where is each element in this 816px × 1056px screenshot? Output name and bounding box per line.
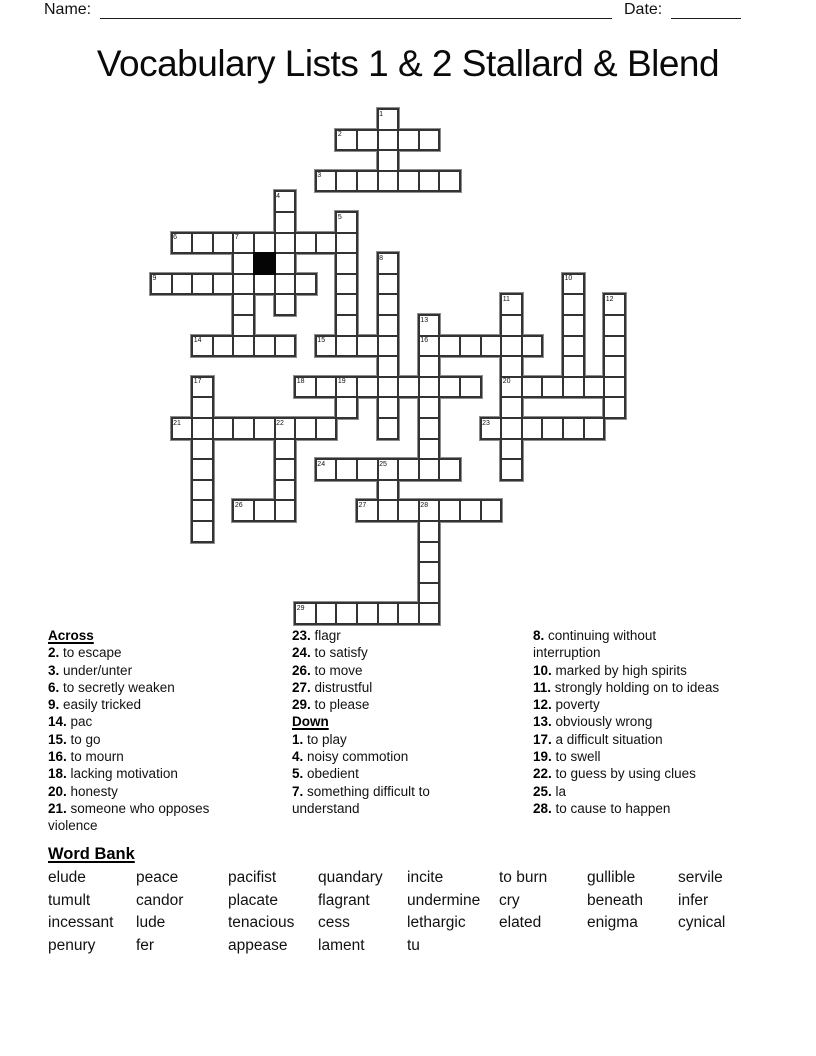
crossword-cell[interactable] <box>377 129 400 152</box>
down-header: Down <box>292 714 329 730</box>
crossword-cell[interactable] <box>274 335 297 358</box>
crossword-cell[interactable] <box>583 417 606 440</box>
cell-number-21: 21 <box>173 419 181 427</box>
cell-number-7: 7 <box>234 234 239 242</box>
crossword-cell[interactable] <box>418 602 441 625</box>
crossword-cell[interactable] <box>253 417 276 440</box>
crossword-cell[interactable] <box>191 273 214 296</box>
crossword-cell[interactable] <box>356 376 379 399</box>
crossword-cell[interactable] <box>356 602 379 625</box>
crossword-cell[interactable] <box>232 314 255 337</box>
clue-across-6: 6. to secretly weaken <box>48 679 175 695</box>
word-bank-item: candor <box>136 891 184 909</box>
crossword-cell[interactable] <box>500 355 523 378</box>
word-bank-item: tumult <box>48 891 91 909</box>
crossword-cell[interactable] <box>500 438 523 461</box>
crossword-cell[interactable] <box>480 335 503 358</box>
word-bank-item: tenacious <box>228 914 295 931</box>
crossword-cell[interactable] <box>562 314 585 337</box>
word-bank-header: Word Bank <box>48 845 135 863</box>
word-bank-item: penury <box>48 936 96 954</box>
word-bank-item: elated <box>499 914 542 931</box>
crossword-cell[interactable] <box>377 479 400 502</box>
crossword-cell[interactable] <box>603 314 626 337</box>
crossword-cell[interactable] <box>335 335 358 358</box>
clue-across-26: 26. to move <box>292 662 363 678</box>
crossword-cell[interactable] <box>397 170 420 193</box>
crossword-cell[interactable] <box>397 129 420 152</box>
across-header: Across <box>48 628 94 643</box>
crossword-cell[interactable] <box>583 376 606 399</box>
crossword-cell[interactable] <box>438 499 461 522</box>
crossword-cell[interactable] <box>418 520 441 543</box>
cell-number-17: 17 <box>193 378 202 386</box>
clue-across-15: 15. to go <box>48 731 101 747</box>
crossword-cell[interactable] <box>274 499 297 522</box>
clue-down-28: 28. to cause to happen <box>533 800 671 816</box>
word-bank-item: tu <box>407 936 420 954</box>
word-bank-item: undermine <box>407 891 481 909</box>
crossword-cell[interactable] <box>500 417 523 440</box>
word-bank-item: incite <box>407 869 444 886</box>
crossword-cell[interactable] <box>377 149 400 172</box>
clue-down-25: 25. la <box>533 783 567 799</box>
clue-down-8: 8. continuing without <box>533 628 657 643</box>
crossword-cell[interactable] <box>191 520 214 543</box>
clue-down-4: 4. noisy commotion <box>292 749 409 765</box>
crossword-cell[interactable] <box>335 293 358 316</box>
cell-number-5: 5 <box>337 213 342 221</box>
word-bank-item: cry <box>499 891 520 909</box>
crossword-cell[interactable] <box>459 376 482 399</box>
crossword-cell[interactable] <box>232 252 255 275</box>
crossword-black-cell <box>253 252 276 275</box>
clue-across-18: 18. lacking motivation <box>48 766 178 782</box>
clue-column-2 <box>292 627 430 817</box>
crossword-cell[interactable] <box>356 458 379 481</box>
word-bank-item: servile <box>678 869 723 886</box>
clue-across-23: 23. flagr <box>292 628 341 643</box>
crossword-cell[interactable] <box>377 170 400 193</box>
crossword-cell[interactable] <box>171 273 194 296</box>
crossword-cell[interactable] <box>212 417 235 440</box>
crossword-cell[interactable] <box>500 458 523 481</box>
crossword-cell[interactable] <box>377 355 400 378</box>
crossword-cell[interactable] <box>335 170 358 193</box>
cell-number-12: 12 <box>605 295 614 303</box>
crossword-cell[interactable] <box>335 314 358 337</box>
cell-number-13: 13 <box>420 316 429 324</box>
cell-number-16: 16 <box>420 337 429 345</box>
crossword-cell[interactable] <box>377 335 400 358</box>
crossword-cell[interactable] <box>274 479 297 502</box>
clue-down-10: 10. marked by high spirits <box>533 662 687 678</box>
clue-across-16: 16. to mourn <box>48 749 124 765</box>
crossword-cell[interactable] <box>603 396 626 419</box>
cell-number-6: 6 <box>173 234 177 242</box>
crossword-cell[interactable] <box>418 170 441 193</box>
crossword-cell[interactable] <box>438 335 461 358</box>
word-bank-item: to burn <box>499 869 548 886</box>
crossword-cell[interactable] <box>438 170 461 193</box>
crossword-cell[interactable] <box>459 335 482 358</box>
cell-number-27: 27 <box>358 501 367 509</box>
crossword-cell[interactable] <box>377 602 400 625</box>
crossword-cell[interactable] <box>274 252 297 275</box>
crossword-cell[interactable] <box>335 232 358 255</box>
crossword-cell[interactable] <box>274 293 297 316</box>
crossword-cell[interactable] <box>562 376 585 399</box>
crossword-cell[interactable] <box>356 129 379 152</box>
crossword-cell[interactable] <box>315 417 338 440</box>
crossword-cell[interactable] <box>335 458 358 481</box>
crossword-cell[interactable] <box>377 499 400 522</box>
word-bank-item: pacifist <box>228 869 277 886</box>
crossword-cell[interactable] <box>418 561 441 584</box>
clue-down-22: 22. to guess by using clues <box>533 766 696 782</box>
clue-across-24: 24. to satisfy <box>292 645 368 661</box>
clue-down-8-cont: interruption <box>533 645 601 661</box>
crossword-cell[interactable] <box>294 273 317 296</box>
crossword-cell[interactable] <box>418 355 441 378</box>
word-bank-item: incessant <box>48 914 114 931</box>
clue-down-11: 11. strongly holding on to ideas <box>533 679 720 695</box>
clue-across-3: 3. under/unter <box>48 662 133 678</box>
clue-across-2: 2. to escape <box>48 645 122 661</box>
cell-number-25: 25 <box>379 460 387 468</box>
crossword-cell[interactable] <box>274 273 297 296</box>
crossword-cell[interactable] <box>315 602 338 625</box>
clue-across-9: 9. easily tricked <box>48 697 142 713</box>
cell-number-11: 11 <box>502 295 510 303</box>
crossword-cell[interactable] <box>274 211 297 234</box>
crossword-cell[interactable] <box>294 417 317 440</box>
crossword-cell[interactable] <box>212 335 235 358</box>
crossword-cell[interactable] <box>397 458 420 481</box>
word-bank-item: lethargic <box>407 914 466 931</box>
crossword-cell[interactable] <box>397 376 420 399</box>
crossword-cell[interactable] <box>418 438 441 461</box>
word-bank-item: quandary <box>318 869 383 886</box>
crossword-cell[interactable] <box>335 273 358 296</box>
cell-number-15: 15 <box>317 337 326 345</box>
date-label: Date: <box>624 1 663 18</box>
crossword-cell[interactable] <box>232 273 255 296</box>
crossword-cell[interactable] <box>603 355 626 378</box>
cell-number-3: 3 <box>317 172 322 180</box>
name-input-line[interactable] <box>100 18 612 19</box>
clue-down-7-cont: understand <box>292 800 360 816</box>
cell-number-14: 14 <box>193 337 202 345</box>
crossword-cell[interactable] <box>253 232 276 255</box>
crossword-cell[interactable] <box>232 293 255 316</box>
crossword-grid <box>150 108 626 626</box>
crossword-cell[interactable] <box>521 335 544 358</box>
clue-down-19: 19. to swell <box>533 749 601 765</box>
crossword-cell[interactable] <box>274 438 297 461</box>
crossword-cell[interactable] <box>562 293 585 316</box>
crossword-cell[interactable] <box>438 376 461 399</box>
word-bank-item: lude <box>136 914 166 931</box>
crossword-cell[interactable] <box>377 376 400 399</box>
clue-down-7: 7. something difficult to <box>292 783 430 799</box>
crossword-cell[interactable] <box>356 335 379 358</box>
page-title: Vocabulary Lists 1 & 2 Stallard & Blend <box>96 43 720 84</box>
crossword-cell[interactable] <box>335 252 358 275</box>
clue-across-20: 20. honesty <box>48 783 118 799</box>
crossword-cell[interactable] <box>459 499 482 522</box>
crossword-cell[interactable] <box>480 499 503 522</box>
crossword-cell[interactable] <box>315 232 338 255</box>
clue-down-17: 17. a difficult situation <box>533 731 663 747</box>
crossword-cell[interactable] <box>191 417 214 440</box>
crossword-cell[interactable] <box>418 129 441 152</box>
crossword-cell[interactable] <box>253 273 276 296</box>
crossword-cell[interactable] <box>377 293 400 316</box>
crossword-cell[interactable] <box>541 417 564 440</box>
crossword-cell[interactable] <box>191 499 214 522</box>
word-bank-item: infer <box>678 891 709 909</box>
clue-column-1 <box>48 627 209 835</box>
cell-number-23: 23 <box>482 419 490 427</box>
cell-number-24: 24 <box>317 460 326 468</box>
crossword-cell[interactable] <box>418 541 441 564</box>
name-label: Name: <box>44 1 92 18</box>
crossword-cell[interactable] <box>418 376 441 399</box>
crossword-cell[interactable] <box>232 335 255 358</box>
crossword-cell[interactable] <box>500 314 523 337</box>
clue-across-27: 27. distrustful <box>292 679 373 695</box>
clue-across-29: 29. to please <box>292 697 370 713</box>
word-bank-item: flagrant <box>318 891 370 909</box>
word-bank-item: placate <box>228 891 278 909</box>
crossword-cell[interactable] <box>562 335 585 358</box>
crossword-cell[interactable] <box>253 499 276 522</box>
clue-down-13: 13. obviously wrong <box>533 714 653 730</box>
clue-down-5: 5. obedient <box>292 766 359 782</box>
clue-column-3 <box>533 627 719 817</box>
crossword-cell[interactable] <box>315 376 338 399</box>
crossword-cell[interactable] <box>377 417 400 440</box>
crossword-cell[interactable] <box>397 602 420 625</box>
crossword-cell[interactable] <box>212 273 235 296</box>
cell-number-10: 10 <box>564 275 573 283</box>
word-bank-item: fer <box>136 936 155 954</box>
crossword-cell[interactable] <box>212 232 235 255</box>
cell-number-19: 19 <box>337 378 346 386</box>
crossword-cell[interactable] <box>418 458 441 481</box>
crossword-cell[interactable] <box>603 335 626 358</box>
crossword-cell[interactable] <box>191 479 214 502</box>
cell-number-9: 9 <box>152 275 157 283</box>
crossword-cell[interactable] <box>335 396 358 419</box>
cell-number-20: 20 <box>502 378 511 386</box>
crossword-cell[interactable] <box>418 417 441 440</box>
crossword-cell[interactable] <box>232 417 255 440</box>
crossword-cell[interactable] <box>418 396 441 419</box>
cell-number-1: 1 <box>379 110 383 118</box>
crossword-cell[interactable] <box>438 458 461 481</box>
crossword-cell[interactable] <box>274 232 297 255</box>
word-bank-item: elude <box>48 869 86 886</box>
cell-number-22: 22 <box>276 419 284 427</box>
crossword-cell[interactable] <box>335 602 358 625</box>
clue-across-14: 14. pac <box>48 714 93 730</box>
crossword-cell[interactable] <box>191 396 214 419</box>
word-bank-item: cynical <box>678 914 726 931</box>
word-bank-item: peace <box>136 869 179 886</box>
crossword-cell[interactable] <box>294 232 317 255</box>
cell-number-29: 29 <box>296 604 305 612</box>
crossword-cell[interactable] <box>521 376 544 399</box>
crossword-cell[interactable] <box>191 232 214 255</box>
word-bank-item: appease <box>228 936 288 954</box>
crossword-cell[interactable] <box>397 499 420 522</box>
crossword-cell[interactable] <box>500 396 523 419</box>
crossword-cell[interactable] <box>191 458 214 481</box>
crossword-cell[interactable] <box>562 417 585 440</box>
crossword-cell[interactable] <box>377 273 400 296</box>
crossword-cell[interactable] <box>521 417 544 440</box>
crossword-cell[interactable] <box>418 582 441 605</box>
cell-number-28: 28 <box>420 501 429 509</box>
clue-down-12: 12. poverty <box>533 697 600 713</box>
word-bank-item: beneath <box>587 891 644 909</box>
crossword-cell[interactable] <box>500 335 523 358</box>
word-bank-item: cess <box>318 914 350 931</box>
word-bank-item: gullible <box>587 869 636 886</box>
clue-across-21-cont: violence <box>48 818 98 834</box>
crossword-cell[interactable] <box>191 438 214 461</box>
word-bank-item: enigma <box>587 914 638 931</box>
crossword-cell[interactable] <box>603 376 626 399</box>
crossword-cell[interactable] <box>253 335 276 358</box>
date-input-line[interactable] <box>671 18 741 19</box>
crossword-cell[interactable] <box>377 314 400 337</box>
word-bank-item: lament <box>318 936 365 954</box>
crossword-cell[interactable] <box>356 170 379 193</box>
cell-number-8: 8 <box>379 254 383 262</box>
clue-across-21: 21. someone who opposes <box>48 800 210 816</box>
crossword-cell[interactable] <box>541 376 564 399</box>
cell-number-18: 18 <box>296 378 305 386</box>
cell-number-2: 2 <box>337 131 342 139</box>
crossword-cell[interactable] <box>274 458 297 481</box>
cell-number-26: 26 <box>234 501 243 509</box>
cell-number-4: 4 <box>276 192 280 200</box>
clue-down-1: 1. to play <box>292 731 347 747</box>
crossword-cell[interactable] <box>562 355 585 378</box>
crossword-cell[interactable] <box>377 396 400 419</box>
